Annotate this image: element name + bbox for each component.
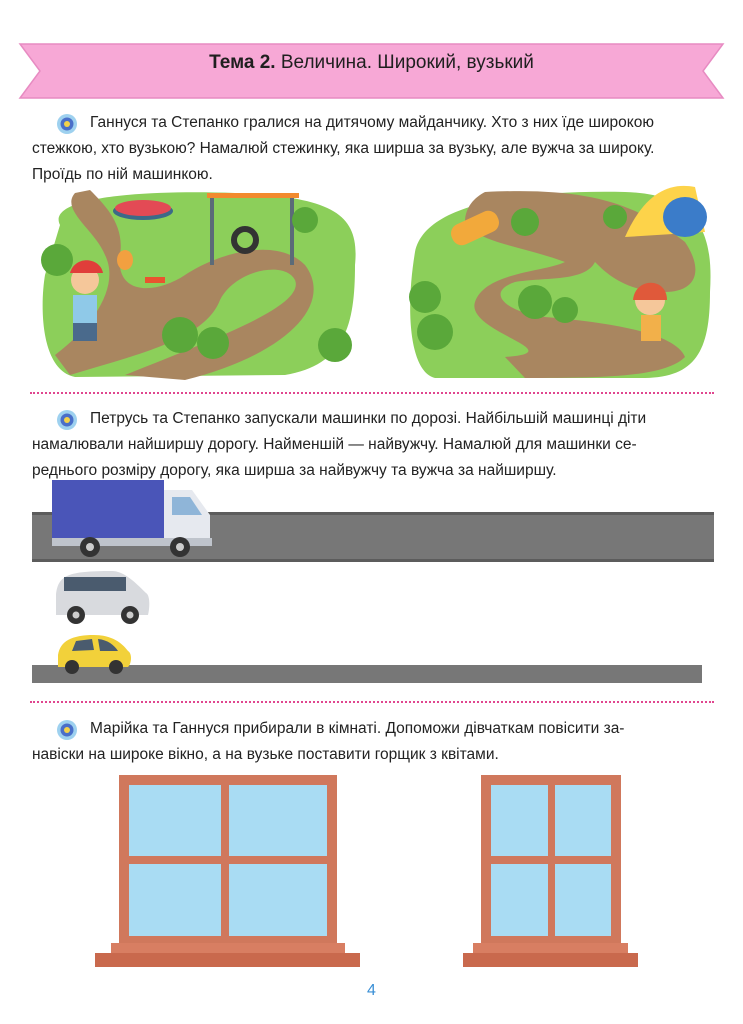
task-1-line-3: Проїдь по ній машинкою. (32, 166, 213, 183)
task-1-line-2: стежкою, хто вузькою? Намалюй стежинку, яка ширша за вузьку, але вужча за широку. (32, 140, 655, 157)
section-divider (30, 701, 714, 703)
task-2-line-1: Петрусь та Степанко запускали машинки по дорозі. Найбільшій машинці діти (90, 410, 647, 427)
title-rest: Величина. Широкий, вузький (275, 52, 534, 73)
page-number: 4 (367, 982, 376, 999)
task-1-text (32, 110, 714, 188)
task-1-line-1: Ганнуся та Степанко гралися на дитячому майданчику. Хто з них їде широкою (90, 114, 654, 131)
task-2-line-3: реднього розміру дорогу, яка ширша за найвужчу та вужча за найширшу. (32, 462, 557, 479)
task-2-text (32, 406, 714, 484)
task-3-line-2: навіски на широке вікно, а на вузьке поставити горщик з квітами. (32, 746, 499, 763)
narrow-road (32, 665, 702, 683)
wide-window-illustration (95, 775, 360, 971)
narrow-window-illustration (463, 775, 638, 971)
task-2-line-2: намалювали найширшу дорогу. Найменшій — найвужчу. Намалюй для машинки се- (32, 436, 637, 453)
page-title (0, 52, 743, 74)
title-bold: Тема 2. (209, 52, 276, 73)
van-icon (56, 571, 149, 624)
playground-left-illustration (35, 185, 365, 381)
playground-right-illustration (405, 182, 715, 382)
roads-illustration (32, 475, 714, 690)
task-3-line-1: Марійка та Ганнуся прибирали в кімнаті. Допоможи дівчаткам повісити за- (90, 720, 625, 737)
truck-icon (52, 480, 212, 557)
task-3-text (32, 716, 714, 768)
section-divider (30, 392, 714, 394)
